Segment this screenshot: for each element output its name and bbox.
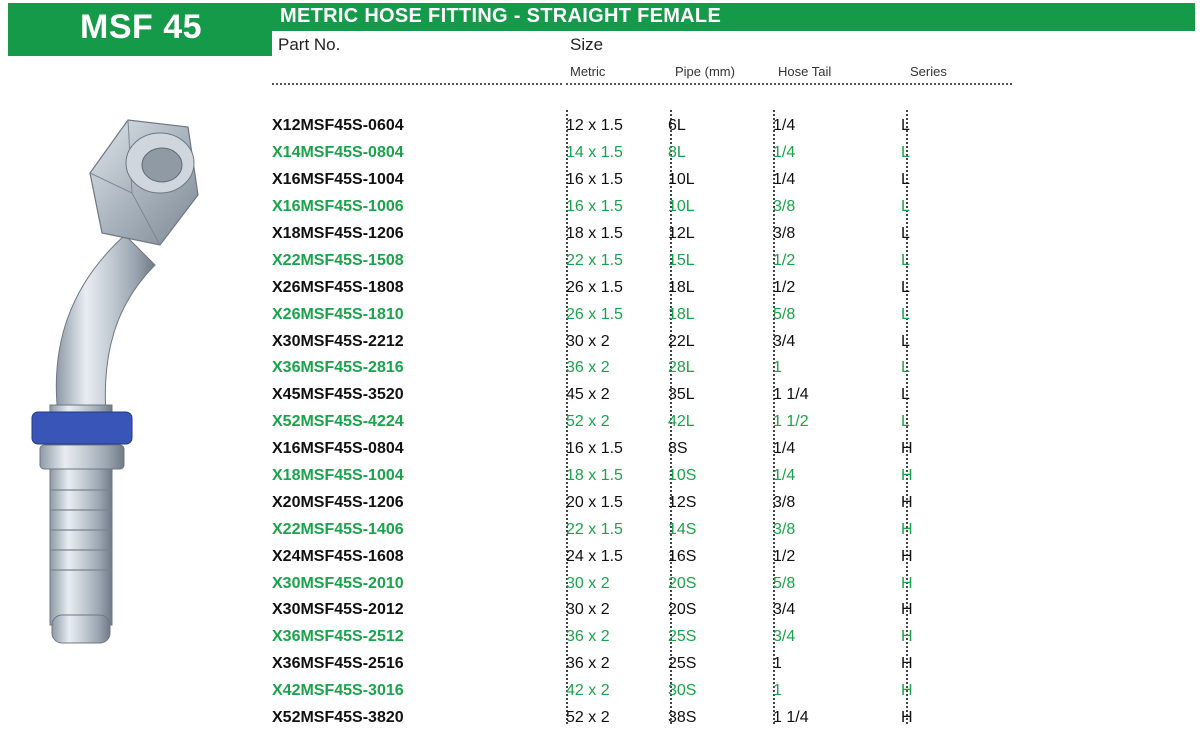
part-number: X26MSF45S-1810: [272, 305, 404, 323]
size-header: Size: [570, 35, 604, 54]
series-value: L: [901, 278, 910, 296]
series-value: H: [901, 574, 913, 592]
part-number: X18MSF45S-1206: [272, 225, 404, 242]
part-number: X12MSF45S-0604: [272, 117, 404, 135]
series-value: L: [901, 171, 910, 189]
table-row: [272, 651, 981, 678]
hose-tail-size: 1 1/4: [773, 386, 809, 404]
table-row: [272, 328, 981, 355]
series-value: L: [901, 225, 910, 242]
metric-size: 30 x 2: [566, 332, 610, 350]
metric-size: 22 x 1.5: [566, 520, 623, 538]
pipe-size: 15L: [668, 251, 695, 269]
series-value: L: [901, 117, 910, 135]
table-row: [272, 436, 981, 463]
hose-tail-size: 3/4: [773, 332, 796, 350]
series-value: L: [901, 251, 910, 269]
table-row: [272, 543, 981, 570]
table-row: [272, 489, 981, 516]
metric-size: 18 x 1.5: [566, 467, 623, 485]
hose-tail-size: 1/4: [773, 117, 796, 135]
metric-header: Metric: [570, 64, 606, 79]
series-value: H: [901, 628, 913, 646]
table-row: [272, 301, 981, 328]
table-row: [272, 167, 981, 194]
series-value: L: [901, 198, 910, 216]
part-number: X20MSF45S-1206: [272, 493, 404, 511]
pipe-size: 8L: [668, 144, 686, 162]
pipe-size: 42L: [668, 413, 695, 431]
series-value: L: [901, 386, 910, 404]
hose-tail-size: 5/8: [773, 574, 796, 592]
hose-tail-size: 1 1/4: [773, 709, 809, 727]
metric-size: 42 x 2: [566, 682, 610, 700]
series-value: H: [901, 440, 913, 458]
part-number: X30MSF45S-2212: [272, 332, 404, 350]
pipe-size: 8S: [668, 440, 688, 458]
pipe-size: 20S: [668, 574, 697, 592]
metric-size: 36 x 2: [566, 628, 610, 646]
table-row: [272, 463, 981, 490]
table-row: [272, 678, 981, 705]
part-number: X45MSF45S-3520: [272, 386, 404, 404]
metric-size: 26 x 1.5: [566, 278, 623, 296]
table-row: [272, 355, 981, 382]
pipe-size: 25S: [668, 655, 697, 673]
table-row: [272, 624, 981, 651]
hose-tail-size: 1: [773, 359, 782, 377]
product-code: MSF 45: [80, 8, 203, 46]
series-value: H: [901, 682, 913, 700]
series-value: H: [901, 520, 913, 538]
hose-tail-size: 3/8: [773, 198, 796, 216]
series-value: L: [901, 359, 910, 377]
hose-tail-size: 1/4: [773, 171, 796, 189]
hose-tail-size: 1/2: [773, 278, 796, 296]
metric-size: 16 x 1.5: [566, 198, 623, 216]
series-value: L: [901, 305, 910, 323]
parts-table-body: [272, 113, 981, 731]
fitting-body: [32, 120, 198, 643]
hose-tail-size: 5/8: [773, 305, 796, 323]
metric-size: 12 x 1.5: [566, 117, 623, 135]
series-value: H: [901, 655, 913, 673]
pipe-size: 10L: [668, 171, 695, 189]
part-number: X30MSF45S-2012: [272, 601, 404, 619]
series-value: H: [901, 467, 913, 485]
metric-size: 36 x 2: [566, 359, 610, 377]
header-divider: [566, 83, 1012, 85]
pipe-size: 10L: [668, 198, 695, 216]
metric-size: 26 x 1.5: [566, 305, 623, 323]
metric-size: 16 x 1.5: [566, 171, 623, 189]
pipe-size: 35L: [668, 386, 695, 404]
metric-size: 52 x 2: [566, 709, 610, 727]
header-divider: [272, 83, 562, 85]
part-number: X36MSF45S-2516: [272, 655, 404, 673]
hose-tail-size: 3/4: [773, 628, 796, 646]
table-row: [272, 194, 981, 221]
metric-size: 18 x 1.5: [566, 225, 623, 242]
part-number: X42MSF45S-3016: [272, 682, 404, 700]
part-number: X16MSF45S-1006: [272, 198, 404, 216]
table-row: [272, 247, 981, 274]
pipe-header: Pipe (mm): [675, 64, 735, 79]
column-header-band: [272, 31, 1195, 56]
pipe-size: 28L: [668, 359, 695, 377]
part-number: X52MSF45S-3820: [272, 709, 404, 727]
part-number: X16MSF45S-1004: [272, 171, 404, 189]
table-row: [272, 570, 981, 597]
table-row: [272, 140, 981, 167]
part-number: X16MSF45S-0804: [272, 440, 404, 458]
series-value: H: [901, 547, 913, 565]
series-value: H: [901, 601, 913, 619]
table-row: [272, 221, 981, 248]
hose-tail-size: 1/4: [773, 467, 796, 485]
table-row: [272, 705, 981, 732]
part-number: X26MSF45S-1808: [272, 278, 404, 296]
table-row: [272, 274, 981, 301]
series-header: Series: [910, 64, 947, 79]
part-number: X14MSF45S-0804: [272, 144, 404, 162]
part-number: X36MSF45S-2816: [272, 359, 404, 377]
hose-tail-size: 3/8: [773, 225, 796, 242]
metric-size: 36 x 2: [566, 655, 610, 673]
pipe-size: 6L: [668, 117, 686, 135]
hose-tail-size: 1/2: [773, 547, 796, 565]
hose-tail-size: 1/4: [773, 440, 796, 458]
metric-size: 22 x 1.5: [566, 251, 623, 269]
metric-size: 20 x 1.5: [566, 493, 623, 511]
pipe-size: 18L: [668, 278, 695, 296]
hose-tail-size: 1: [773, 655, 782, 673]
metric-size: 30 x 2: [566, 574, 610, 592]
table-row: [272, 409, 981, 436]
series-value: L: [901, 413, 910, 431]
hose-tail-size: 1/4: [773, 144, 796, 162]
part-number: X52MSF45S-4224: [272, 413, 404, 431]
metric-size: 45 x 2: [566, 386, 610, 404]
hose-tail-size: 1: [773, 682, 782, 700]
table-row: [272, 113, 981, 140]
table-row: [272, 516, 981, 543]
hose-tail-size: 1 1/2: [773, 413, 809, 431]
hose-fitting-image: [10, 115, 200, 725]
part-number: X22MSF45S-1508: [272, 251, 404, 269]
part-number: X22MSF45S-1406: [272, 520, 404, 538]
pipe-size: 22L: [668, 332, 695, 350]
metric-size: 16 x 1.5: [566, 440, 623, 458]
series-value: H: [901, 709, 913, 727]
part-number: X24MSF45S-1608: [272, 547, 404, 565]
hose-tail-header: Hose Tail: [778, 64, 832, 79]
part-number: X18MSF45S-1004: [272, 467, 404, 485]
pipe-size: 25S: [668, 628, 697, 646]
parts-table: [272, 113, 981, 731]
series-value: L: [901, 332, 910, 350]
page-title: METRIC HOSE FITTING - STRAIGHT FEMALE: [280, 5, 722, 27]
pipe-size: 18L: [668, 305, 695, 323]
metric-size: 52 x 2: [566, 413, 610, 431]
metric-size: 30 x 2: [566, 601, 610, 619]
pipe-size: 30S: [668, 682, 697, 700]
hose-tail-size: 3/4: [773, 601, 796, 619]
pipe-size: 10S: [668, 467, 697, 485]
pipe-size: 12S: [668, 493, 697, 511]
pipe-size: 12L: [668, 225, 695, 242]
pipe-size: 14S: [668, 520, 697, 538]
series-value: L: [901, 144, 910, 162]
part-number: X30MSF45S-2010: [272, 574, 404, 592]
pipe-size: 20S: [668, 601, 697, 619]
part-number: X36MSF45S-2512: [272, 628, 404, 646]
series-value: H: [901, 493, 913, 511]
metric-size: 24 x 1.5: [566, 547, 623, 565]
table-row: [272, 597, 981, 624]
hose-tail-size: 1/2: [773, 251, 796, 269]
pipe-size: 38S: [668, 709, 697, 727]
hose-tail-size: 3/8: [773, 520, 796, 538]
hose-tail-size: 3/8: [773, 493, 796, 511]
metric-size: 14 x 1.5: [566, 144, 623, 162]
part-no-header: Part No.: [278, 35, 341, 54]
pipe-size: 16S: [668, 547, 697, 565]
table-row: [272, 382, 981, 409]
